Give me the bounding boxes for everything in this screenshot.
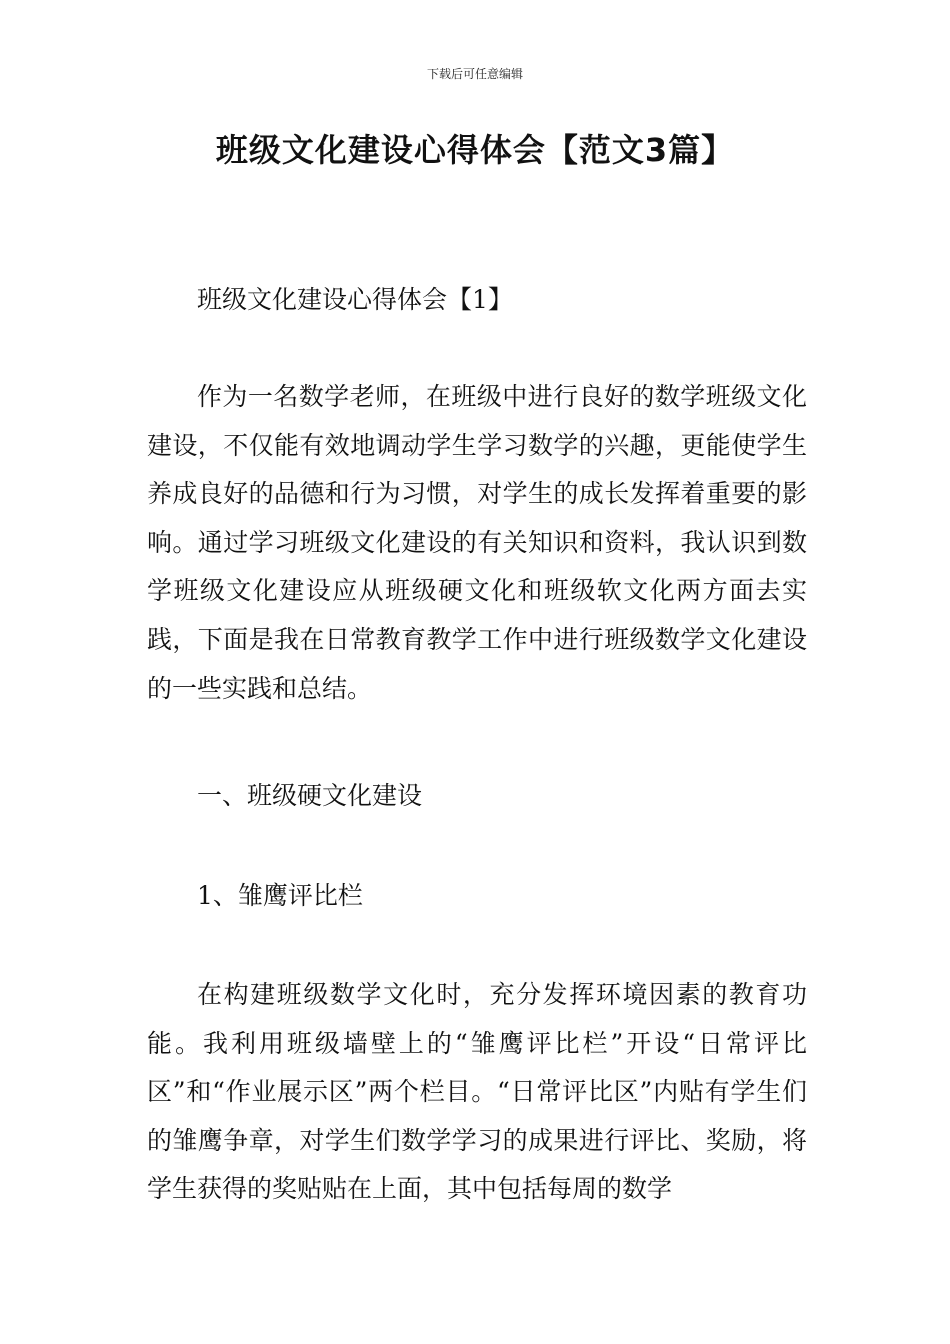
evaluation-board-paragraph: 在构建班级数学文化时，充分发挥环境因素的教育功能。我利用班级墙壁上的“雏鹰评比栏”开设“日常评比区”和“作业展示区”两个栏目。“日常评比区”内贴有学生们的雏鹰争章，对学生们数学学习的成果进行评比、奖励，将学生获得的奖贴贴在上面，其中包括每周的数学 bbox=[147, 980, 807, 1204]
intro-paragraph: 作为一名数学老师，在班级中进行良好的数学班级文化建设，不仅能有效地调动学生学习数学的兴趣，更能使学生养成良好的品德和行为习惯，对学生的成长发挥着重要的影响。通过学习班级文化建设的有关知识和资料，我认识到数学班级文化建设应从班级硬文化和班级软文化两方面去实践，下面是我在日常教育教学工作中进行班级数学文化建设的一些实践和总结。 bbox=[147, 382, 807, 703]
subheading-hard-culture: 一、班级硬文化建设 bbox=[197, 781, 423, 810]
header-note: 下载后可任意编辑 bbox=[426, 67, 523, 81]
document-title: 班级文化建设心得体会【范文3篇】 bbox=[215, 131, 735, 169]
section-heading: 班级文化建设心得体会【1】 bbox=[197, 285, 513, 314]
subheading-evaluation-board: 1、雏鹰评比栏 bbox=[197, 881, 363, 910]
